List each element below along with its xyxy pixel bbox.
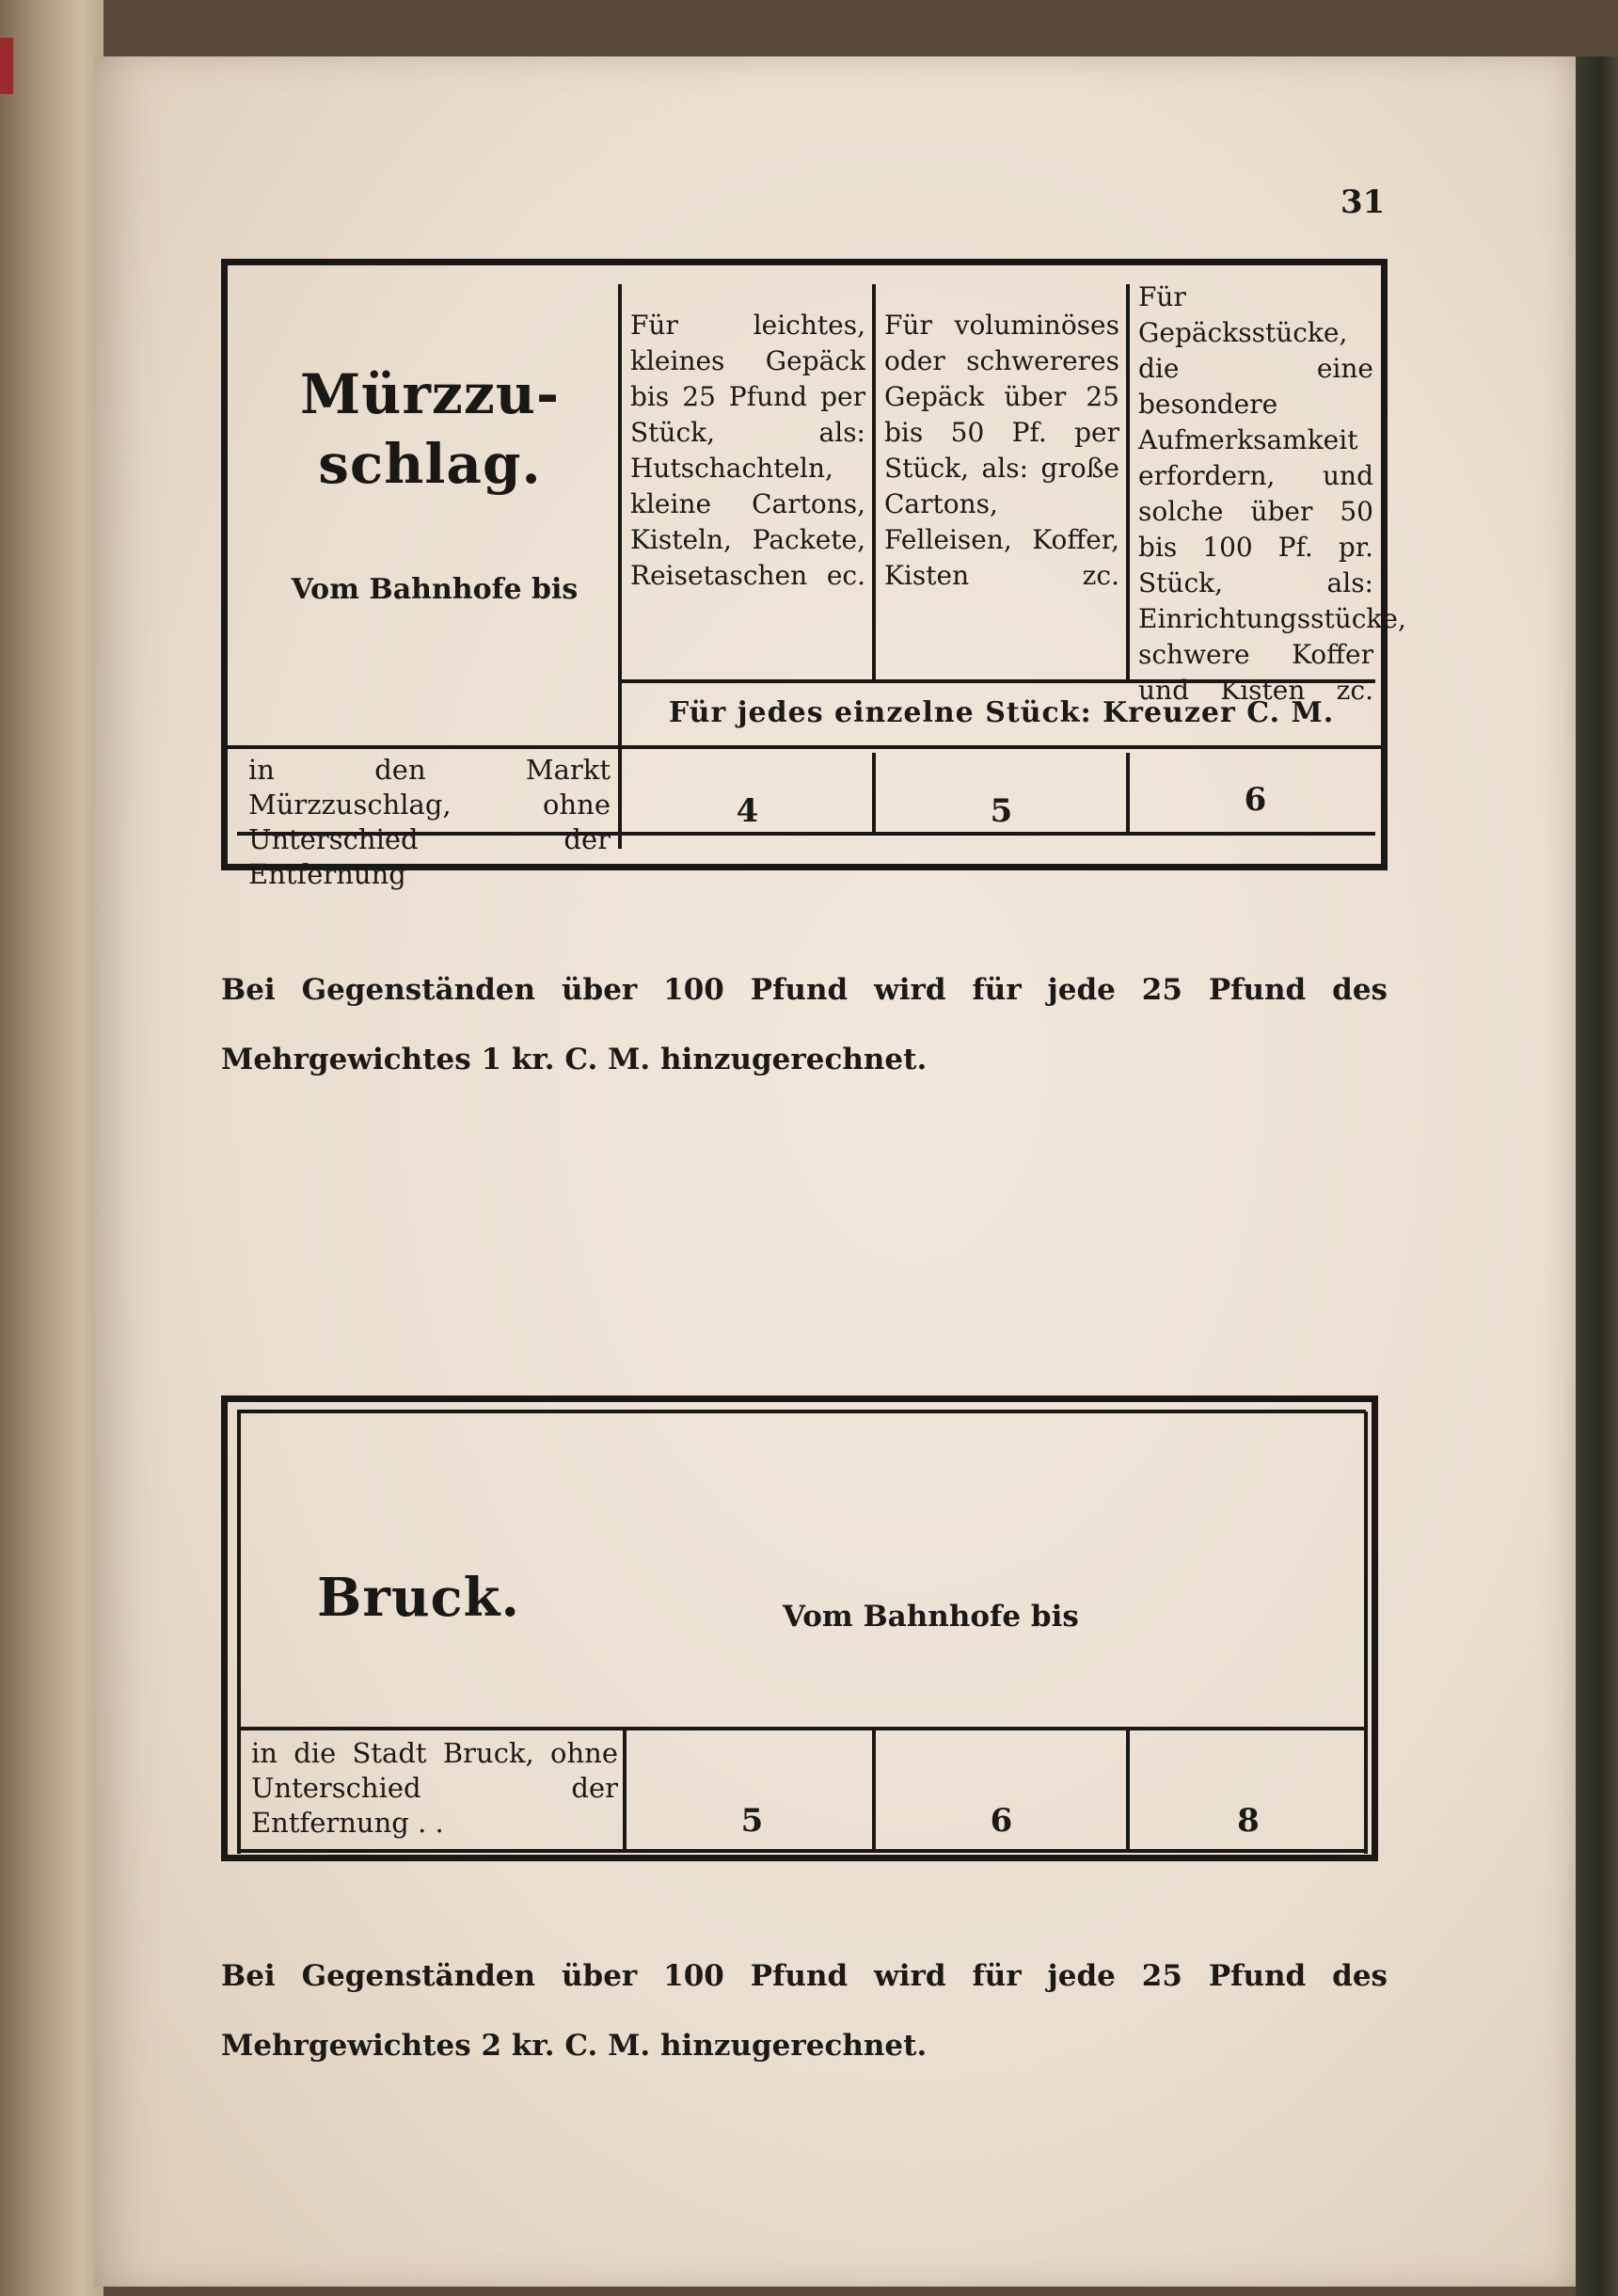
value-special: 6 [1244,781,1267,819]
bruck-value-heavy: 6 [990,1802,1013,1840]
page-number: 31 [1340,183,1386,221]
row-label-bruck: in die Stadt Bruck, ohne Unterschied der Entfernung . . [251,1737,618,1839]
row-label-muerzzuschlag: in den Markt Mürzzuschlag, ohne Unterschied der Entfernung [248,754,611,890]
muerzzuschlag-table [221,259,1406,890]
book-cover-edge [1576,56,1618,2296]
bruck-note: Bei Gegenständen über 100 Pfund wird für jede 25 Pfund des Mehrgewichtes 2 kr. C. M. hinzugerechnet. [221,1959,1388,2063]
bruck-value-light: 5 [740,1802,764,1840]
book-left-edge [0,0,103,2296]
muerzzuschlag-title: Mürzzu- schlag. [299,362,561,496]
header-light-luggage: Für leichtes, kleines Gepäck bis 25 Pfund per Stück, als: Hutschachteln, kleine Cartons, Kisteln, Packete, Reisetaschen ec. [630,310,865,591]
value-light: 4 [736,792,759,830]
muerzzuschlag-note: Bei Gegenständen über 100 Pfund wird für jede 25 Pfund des Mehrgewichtes 1 kr. C. M. hinzugerechnet. [221,973,1388,1076]
header-special-luggage: Für Gepäcksstücke, die eine besondere Aufmerksamkeit erfordern, und solche über 50 bis 100 Pf. pr. Stück, als: Einrichtungsstücke, schwere Koffer und Kisten zc. [1138,281,1406,706]
bruck-subtitle: Vom Bahnhofe bis [783,1600,1079,1634]
bruck-title: Bruck. [317,1567,520,1629]
bruck-value-special: 8 [1237,1802,1260,1840]
value-heavy: 5 [990,792,1013,830]
muerzzuschlag-subtitle: Vom Bahnhofe bis [291,573,579,606]
spine-marker [0,38,13,94]
header-heavy-luggage: Für voluminöses oder schwereres Gepäck über 25 bis 50 Pf. per Stück, als: große Cartons, Felleisen, Koffer, Kisten zc. [884,310,1119,591]
bruck-table [221,1395,1378,1861]
price-caption: Für jedes einzelne Stück: Kreuzer C. M. [668,696,1335,729]
